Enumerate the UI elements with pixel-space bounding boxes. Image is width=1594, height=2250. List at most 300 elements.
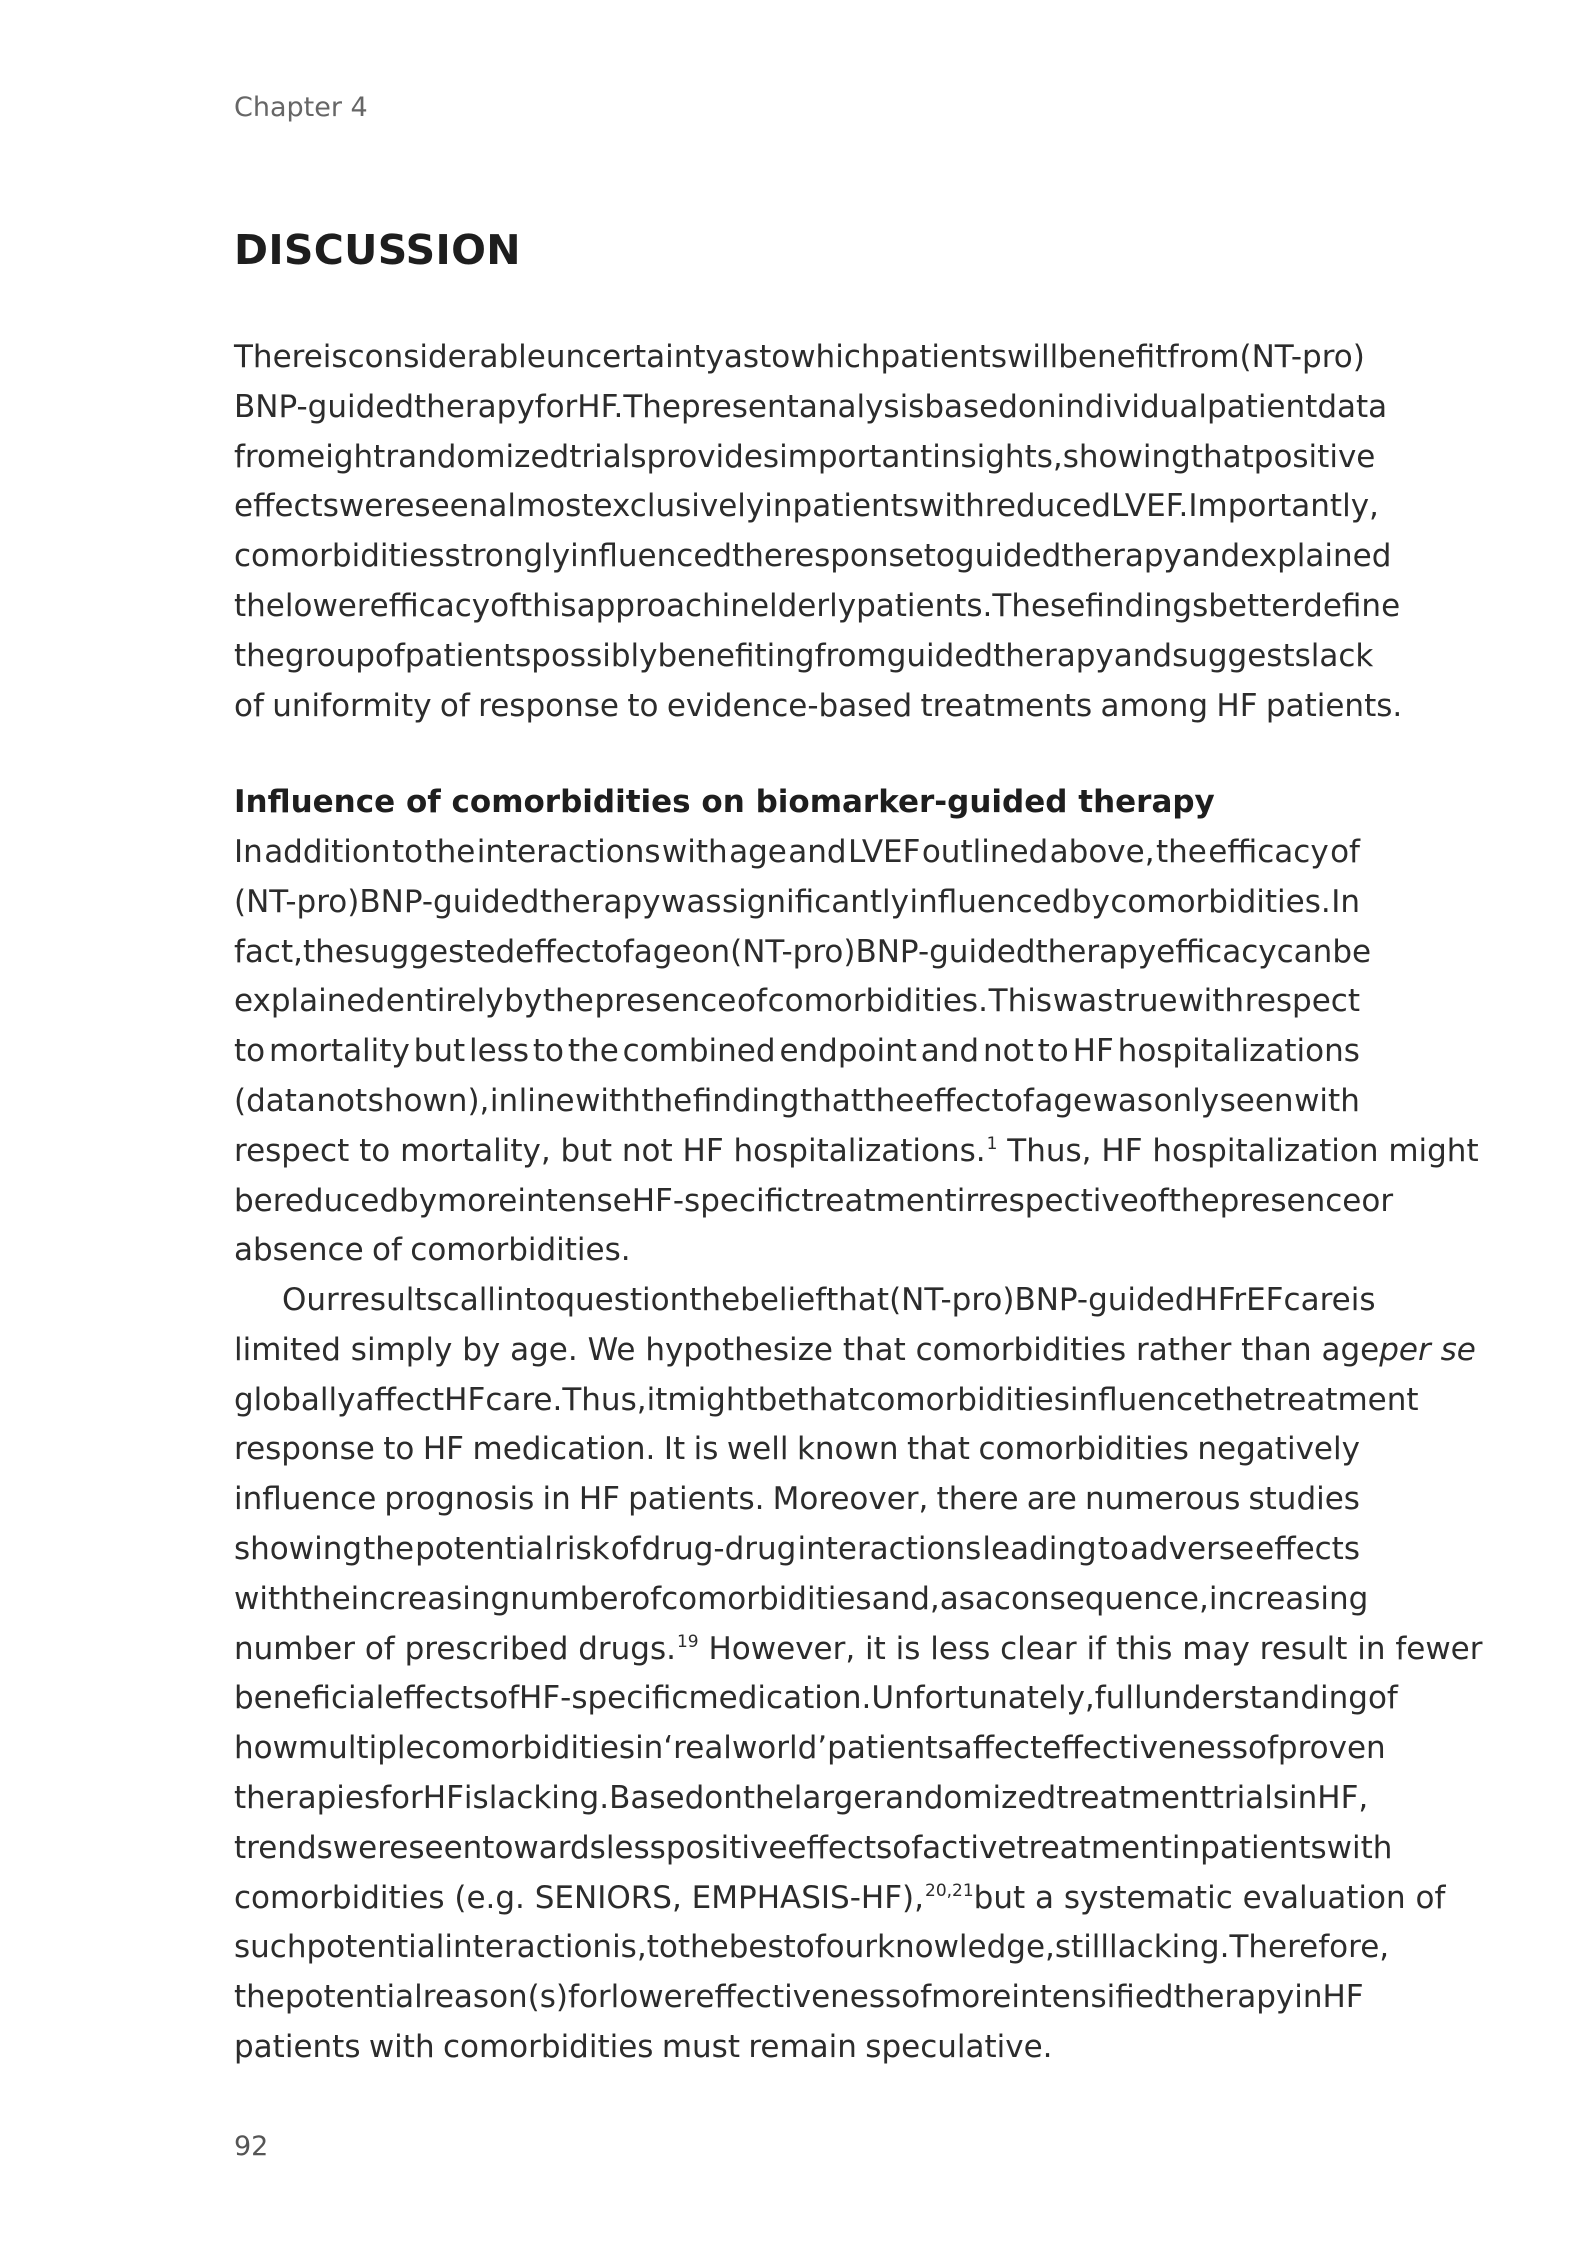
word: the xyxy=(677,1929,729,1966)
word: treatment xyxy=(1263,1381,1419,1418)
word: the xyxy=(1168,1182,1220,1219)
word: in xyxy=(764,488,793,525)
word: the xyxy=(302,933,354,970)
word: of xyxy=(1248,1730,1278,1767)
word: potential xyxy=(284,1979,423,2016)
word: shown), xyxy=(367,1082,490,1119)
word: above, xyxy=(1049,834,1155,870)
word: lacking. xyxy=(488,1779,610,1816)
word: the xyxy=(567,1033,619,1070)
text-line xyxy=(234,1874,1446,1924)
word: of xyxy=(374,637,405,674)
word: patients xyxy=(404,637,532,674)
word: approach xyxy=(576,587,722,624)
word: the xyxy=(863,1082,915,1119)
word: by xyxy=(504,983,543,1020)
word: LVEF. xyxy=(1111,488,1189,525)
word: age xyxy=(729,834,787,870)
word: trials xyxy=(1211,1779,1289,1816)
word: it xyxy=(646,1381,668,1418)
word: affect xyxy=(355,1381,445,1418)
word: explained xyxy=(234,983,386,1020)
word: HF xyxy=(444,1381,486,1418)
word: strongly xyxy=(444,538,571,575)
word: which xyxy=(790,339,881,375)
word: to xyxy=(1037,1033,1069,1070)
word: and xyxy=(1113,637,1173,674)
word: In xyxy=(1331,883,1360,920)
word: effects xyxy=(1255,1530,1360,1567)
word: comorbidities xyxy=(978,1431,1189,1468)
word: seen xyxy=(414,488,489,525)
text-segment: Thus, HF hospitalization might xyxy=(1007,1132,1479,1169)
word: HF xyxy=(422,1779,464,1816)
word: studies xyxy=(1248,1481,1360,1518)
word: were xyxy=(332,1829,409,1866)
word: belief xyxy=(740,1282,827,1318)
word: care. xyxy=(485,1381,563,1418)
word: not xyxy=(316,1082,368,1119)
word: (NT-pro)BNP-guided xyxy=(889,1282,1195,1318)
word: the xyxy=(234,637,285,674)
word: analysis xyxy=(798,388,925,425)
word: there xyxy=(936,1481,1019,1518)
word: benefit xyxy=(1058,339,1168,375)
word: was xyxy=(660,883,722,920)
word: uncertainty xyxy=(545,339,724,375)
word: suggested xyxy=(353,933,516,970)
word: to xyxy=(627,687,659,724)
word: must xyxy=(661,2028,740,2065)
word: with xyxy=(234,1580,300,1617)
word: but xyxy=(413,1033,466,1070)
word: might xyxy=(667,1381,758,1418)
italic-term: per se xyxy=(1379,1331,1476,1368)
word: potential xyxy=(415,1530,554,1567)
word: interactions xyxy=(797,1530,982,1567)
word: is xyxy=(322,339,348,375)
word: the xyxy=(542,983,594,1020)
word: absence xyxy=(234,1232,364,1269)
word: knowledge, xyxy=(877,1929,1055,1966)
word: to xyxy=(646,1929,678,1966)
word: of xyxy=(1367,1680,1398,1717)
word: elderly xyxy=(749,587,857,624)
word: trends xyxy=(234,1829,333,1866)
word: effect xyxy=(515,933,604,970)
word: individual xyxy=(1056,388,1207,425)
word: still xyxy=(1054,1929,1110,1966)
word: be xyxy=(757,1381,797,1418)
word: the xyxy=(424,834,476,870)
word: better xyxy=(1208,587,1304,624)
text-line xyxy=(234,532,1392,582)
word: treatment xyxy=(1016,1829,1172,1866)
word: reduced xyxy=(984,488,1112,525)
word: Based xyxy=(609,1779,705,1816)
word: efficacy xyxy=(1156,933,1277,970)
word: seen xyxy=(1219,1082,1294,1119)
word: known xyxy=(796,1431,899,1468)
word: HF xyxy=(1072,1033,1114,1070)
word: HF. xyxy=(577,388,624,425)
word: to xyxy=(234,1033,266,1070)
word: showing xyxy=(1062,438,1191,475)
word: of xyxy=(489,1680,520,1717)
word: proven xyxy=(1277,1730,1386,1767)
word: and, xyxy=(871,1580,940,1617)
word: to xyxy=(1097,1530,1129,1567)
word: respect xyxy=(1244,983,1360,1020)
word: therapies xyxy=(234,1779,381,1816)
word: patients. xyxy=(1265,687,1403,724)
word: influenced xyxy=(570,538,733,575)
text-line xyxy=(234,1077,1360,1127)
text-line xyxy=(234,1973,1364,2023)
word: by xyxy=(399,1182,438,1219)
word: data xyxy=(1317,388,1388,425)
word: effectiveness xyxy=(1042,1730,1249,1767)
word: that xyxy=(1190,438,1254,475)
page-number: 92 xyxy=(234,2131,269,2162)
word: of xyxy=(901,1979,932,2016)
text-line xyxy=(234,1027,1360,1077)
word: towards xyxy=(482,1829,606,1866)
word: (NT-pro)BNP-guided xyxy=(730,933,1036,970)
text-line xyxy=(234,878,1360,928)
word: of xyxy=(1138,1182,1169,1219)
word: globally xyxy=(234,1381,356,1418)
word: HF, xyxy=(1317,1779,1369,1816)
word: with xyxy=(1178,983,1245,1020)
word: intensified xyxy=(1011,1979,1174,2016)
word: These xyxy=(992,587,1086,624)
text-segment xyxy=(676,1625,1483,1675)
word: therapy xyxy=(539,883,661,920)
word: guided xyxy=(954,538,1062,575)
word: positive xyxy=(1253,438,1376,475)
word: therapy xyxy=(1061,538,1182,575)
running-head: Chapter 4 xyxy=(234,92,368,123)
word: is xyxy=(693,1431,719,1468)
word: prognosis xyxy=(384,1481,535,1518)
text-line xyxy=(234,1226,1360,1276)
word: in xyxy=(542,1481,571,1518)
word: patients xyxy=(880,339,1007,375)
word: on xyxy=(704,1779,743,1816)
word: randomized xyxy=(872,1779,1057,1816)
word: finding xyxy=(692,1082,800,1119)
word: comorbidities xyxy=(234,538,445,575)
word: response xyxy=(478,687,619,724)
word: was xyxy=(1092,1082,1154,1119)
text-line xyxy=(234,1625,1483,1675)
word: trials xyxy=(569,438,647,475)
word: a xyxy=(974,1580,994,1617)
word: benefiting xyxy=(657,637,815,674)
text-line xyxy=(234,1475,1360,1525)
word: that xyxy=(907,1431,970,1468)
word: by xyxy=(1071,883,1110,920)
word: be xyxy=(234,1182,273,1219)
text-line xyxy=(234,582,1401,632)
paragraph-hypothesis xyxy=(234,1276,1483,2073)
text-line xyxy=(234,1923,1390,1973)
text-line xyxy=(234,1525,1360,1575)
text-line xyxy=(234,1326,1476,1376)
text-segment: number of prescribed drugs. xyxy=(234,1630,676,1667)
word: seen xyxy=(408,1829,483,1866)
word: remain xyxy=(748,2028,857,2065)
word: of xyxy=(603,933,634,970)
word: and xyxy=(1181,538,1241,575)
word: to xyxy=(391,834,424,870)
word: the xyxy=(234,587,285,624)
text-line xyxy=(234,2023,1360,2073)
word: only xyxy=(1153,1082,1220,1119)
word: of xyxy=(892,1829,923,1866)
word: (data xyxy=(234,1082,316,1119)
word: is xyxy=(1350,1282,1376,1318)
word: exclusively xyxy=(593,488,765,525)
text-segment xyxy=(234,1874,974,1924)
word: intense xyxy=(517,1182,632,1219)
word: from xyxy=(234,438,307,475)
text-line xyxy=(234,1376,1419,1426)
word: patients. xyxy=(628,1481,765,1518)
text-line xyxy=(234,928,1372,978)
word: active xyxy=(922,1829,1017,1866)
text-line xyxy=(234,828,1360,878)
word: patients xyxy=(792,488,919,525)
word: and xyxy=(920,1033,980,1070)
word: patients. xyxy=(856,587,993,624)
word: evidence-based xyxy=(666,687,913,724)
text-line xyxy=(234,1724,1386,1774)
word: HF xyxy=(422,1431,465,1468)
word: potential xyxy=(306,1929,445,1966)
word: positive xyxy=(665,1829,788,1866)
word: effects xyxy=(384,1680,490,1717)
word: treatment xyxy=(801,1182,957,1219)
word: therapy xyxy=(1173,1979,1295,2016)
word: effectiveness xyxy=(695,1979,902,2016)
word: treatment xyxy=(1056,1779,1212,1816)
word: effects xyxy=(234,488,339,525)
word: present xyxy=(680,388,799,425)
section-title: DISCUSSION xyxy=(234,226,521,274)
word: with xyxy=(1294,1082,1360,1119)
word: with xyxy=(368,2028,435,2065)
word: as xyxy=(723,339,760,375)
word: presence xyxy=(1219,1182,1362,1219)
word: fact, xyxy=(234,933,303,970)
word: the xyxy=(1212,1381,1264,1418)
word: lack xyxy=(1310,637,1374,674)
word: beneficial xyxy=(234,1680,385,1717)
word: lacking. xyxy=(1109,1929,1230,1966)
word: uniformity xyxy=(272,687,432,724)
word: medication. xyxy=(688,1680,872,1717)
word: (NT-pro) xyxy=(1239,339,1365,375)
word: the xyxy=(234,1979,285,2016)
word: as xyxy=(939,1580,975,1617)
word: influenced xyxy=(909,883,1072,920)
word: comorbidities. xyxy=(767,983,988,1020)
word: HF xyxy=(1322,1979,1364,2016)
word: Unfortunately, xyxy=(871,1680,1095,1717)
word: large xyxy=(793,1779,873,1816)
word: provides xyxy=(646,438,780,475)
word: Moreover, xyxy=(772,1481,929,1518)
word: insights, xyxy=(932,438,1063,475)
word: showing xyxy=(234,1530,363,1567)
text-line xyxy=(234,1177,1394,1227)
word: reason(s) xyxy=(422,1979,569,2016)
word: age xyxy=(633,933,692,970)
word: efficacy xyxy=(1208,834,1329,870)
word: In xyxy=(234,834,263,870)
word: the xyxy=(363,1530,415,1567)
word: are xyxy=(1026,1481,1077,1518)
subsection-heading: Influence of comorbidities on biomarker-guided therapy xyxy=(234,784,1215,820)
word: Therefore, xyxy=(1229,1929,1390,1966)
word: comorbidities. xyxy=(1110,883,1331,920)
word: consequence, xyxy=(993,1580,1209,1617)
word: best xyxy=(728,1929,796,1966)
word: adverse xyxy=(1129,1530,1255,1567)
text-segment: limited simply by age. We hypothesize that comorbidities rather than age xyxy=(234,1331,1380,1368)
word: Importantly, xyxy=(1188,488,1379,525)
word: such xyxy=(234,1929,307,1966)
word: entirely xyxy=(385,983,504,1020)
word: interaction xyxy=(444,1929,613,1966)
text-line xyxy=(234,977,1360,1027)
word: numerous xyxy=(1084,1481,1241,1518)
word: outlined xyxy=(921,834,1049,870)
word: of xyxy=(610,1530,641,1567)
word: possibly xyxy=(531,637,658,674)
text-line xyxy=(234,383,1388,433)
word: group xyxy=(284,637,375,674)
word: influence xyxy=(1069,1381,1213,1418)
word: define xyxy=(1303,587,1401,624)
text-line xyxy=(234,333,1365,383)
word: patients xyxy=(1200,1829,1327,1866)
word: medication. xyxy=(472,1431,656,1468)
word: world’ xyxy=(731,1730,828,1767)
word: significantly xyxy=(721,883,909,920)
text-line xyxy=(234,433,1376,483)
word: more xyxy=(931,1979,1012,2016)
word: care xyxy=(1283,1282,1351,1318)
word: therapy xyxy=(414,388,535,425)
word: leading xyxy=(982,1530,1097,1567)
word: in xyxy=(1289,1779,1318,1816)
word: presence xyxy=(594,983,737,1020)
word: comorbidities xyxy=(859,1381,1070,1418)
word: randomized xyxy=(385,438,570,475)
word: findings xyxy=(1085,587,1209,624)
word: lower xyxy=(610,1979,696,2016)
word: from xyxy=(1167,339,1240,375)
word: HF xyxy=(1216,687,1258,724)
word: of xyxy=(737,983,767,1020)
word: from xyxy=(814,637,887,674)
word: call xyxy=(442,1282,496,1318)
text-segment: However, it is less clear if this may result in fewer xyxy=(708,1630,1483,1667)
word: explained xyxy=(1240,538,1392,575)
word: patients xyxy=(234,2028,361,2065)
word: less xyxy=(469,1033,530,1070)
word: comorbidities xyxy=(661,1580,872,1617)
word: increasing xyxy=(1208,1580,1369,1617)
word: HF-specific xyxy=(631,1182,802,1219)
word: in xyxy=(721,587,750,624)
word: results xyxy=(338,1282,443,1318)
word: comorbidities xyxy=(442,2028,654,2065)
word: true xyxy=(1113,983,1178,1020)
word: with xyxy=(1326,1829,1393,1866)
word: of xyxy=(490,587,521,624)
word: The xyxy=(623,388,681,425)
word: multiple xyxy=(297,1730,425,1767)
text-segment: but a systematic evaluation of xyxy=(973,1879,1446,1916)
word: endpoint xyxy=(779,1033,917,1070)
word: this xyxy=(520,587,577,624)
text-line xyxy=(234,632,1374,682)
citation-ref: 19 xyxy=(676,1632,699,1653)
text-segment: respect to mortality, but not HF hospitalizations. xyxy=(234,1132,986,1169)
word: with xyxy=(661,834,728,870)
text-line xyxy=(234,1674,1398,1724)
word: with xyxy=(575,1082,641,1119)
word: comorbidities. xyxy=(410,1232,631,1269)
word: effect xyxy=(914,1082,1004,1119)
word: effects xyxy=(787,1829,893,1866)
word: interactions xyxy=(476,834,661,870)
word: on xyxy=(1017,388,1057,425)
word: negatively xyxy=(1197,1431,1360,1468)
word: that xyxy=(826,1282,890,1318)
word: important xyxy=(779,438,933,475)
word: HF xyxy=(578,1481,620,1518)
word: were xyxy=(338,488,415,525)
word: of xyxy=(1330,834,1360,870)
word: of xyxy=(372,1232,402,1269)
word: of xyxy=(1003,1082,1034,1119)
text-line xyxy=(234,1276,1376,1326)
intro-paragraph xyxy=(234,333,1403,731)
word: the xyxy=(732,538,783,575)
word: influence xyxy=(234,1481,377,1518)
word: suggests xyxy=(1172,637,1311,674)
word: combined xyxy=(622,1033,776,1070)
word: can xyxy=(1276,933,1333,970)
text-segment: comorbidities (e.g. SENIORS, EMPHASIS-HF), xyxy=(234,1879,924,1916)
word: will xyxy=(1006,339,1059,375)
word: treatments xyxy=(920,687,1093,724)
word: the xyxy=(689,1282,741,1318)
word: patient xyxy=(1206,388,1318,425)
word: be xyxy=(1332,933,1372,970)
word: response xyxy=(782,538,924,575)
word: Our xyxy=(282,1282,339,1318)
word: patients xyxy=(827,1730,954,1767)
word: lower xyxy=(284,587,370,624)
word: There xyxy=(234,339,323,375)
word: irrespective xyxy=(956,1182,1139,1219)
